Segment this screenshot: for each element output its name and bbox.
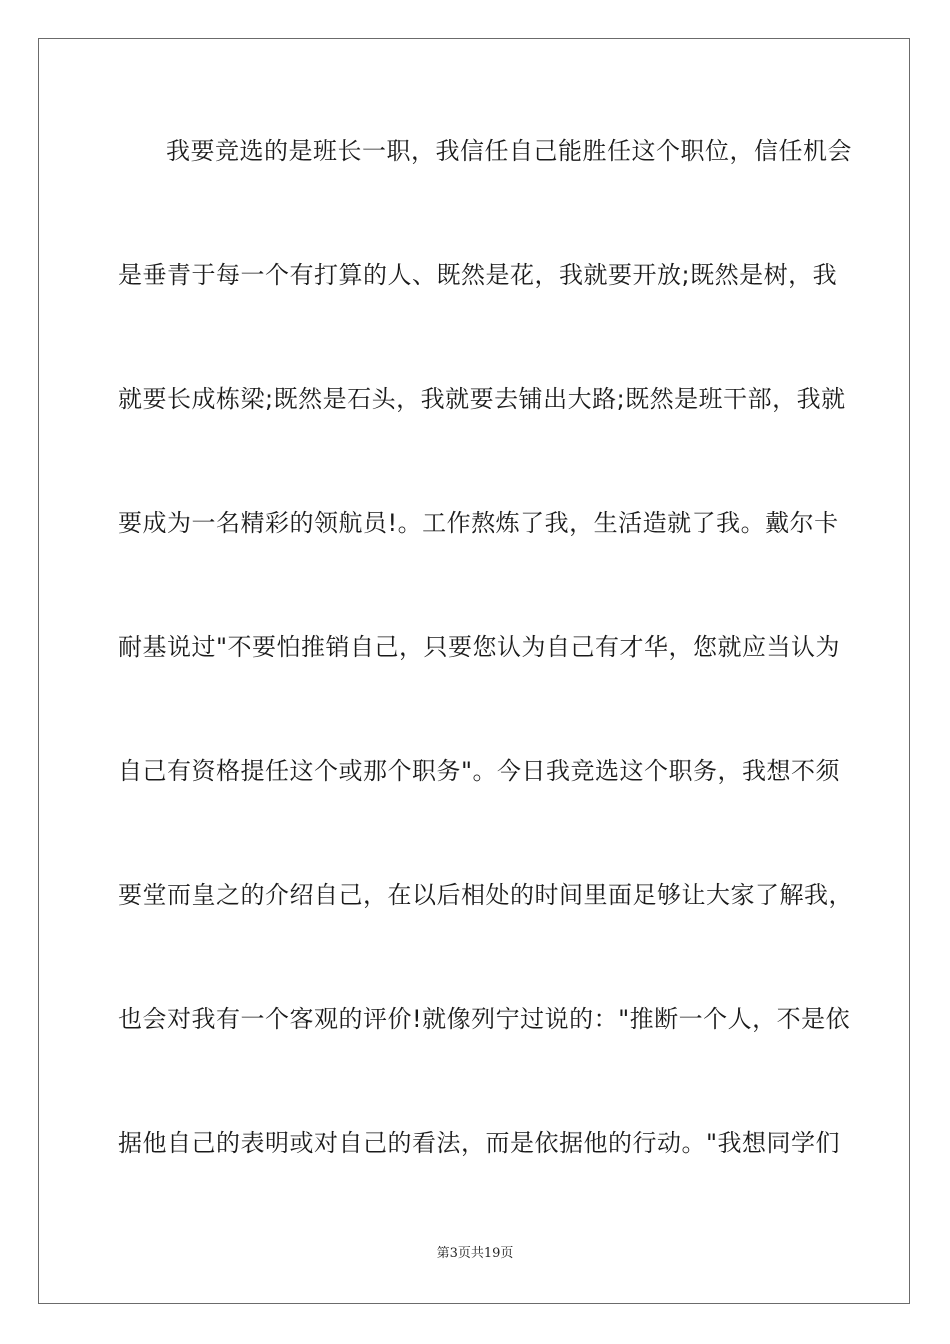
- paragraph-line-8: 也会对我有一个客观的评价!就像列宁过说的："推断一个人，不是依: [118, 1005, 851, 1033]
- page-border: [38, 38, 910, 1304]
- paragraph-line-3: 就要长成栋梁;既然是石头，我就要去铺出大路;既然是班干部，我就: [118, 385, 846, 413]
- paragraph-line-9: 据他自己的表明或对自己的看法，而是依据他的行动。"我想同学们: [118, 1129, 841, 1157]
- page-number: 第3页: [436, 1246, 471, 1261]
- page-footer: [0, 1245, 950, 1263]
- paragraph-line-5: 耐基说过"不要怕推销自己，只要您认为自己有才华，您就应当认为: [118, 633, 841, 661]
- paragraph-line-4: 要成为一名精彩的领航员!。工作熬炼了我，生活造就了我。戴尔卡: [118, 509, 839, 537]
- paragraph-line-2: 是垂青于每一个有打算的人、既然是花，我就要开放;既然是树，我: [118, 261, 838, 289]
- paragraph-line-1: 我要竞选的是班长一职，我信任自己能胜任这个职位，信任机会: [166, 137, 852, 165]
- paragraph-line-6: 自己有资格提任这个或那个职务"。今日我竞选这个职务，我想不须: [118, 757, 841, 785]
- paragraph-line-7: 要堂而皇之的介绍自己，在以后相处的时间里面足够让大家了解我，: [118, 881, 853, 909]
- page-total: 共19页: [470, 1246, 514, 1261]
